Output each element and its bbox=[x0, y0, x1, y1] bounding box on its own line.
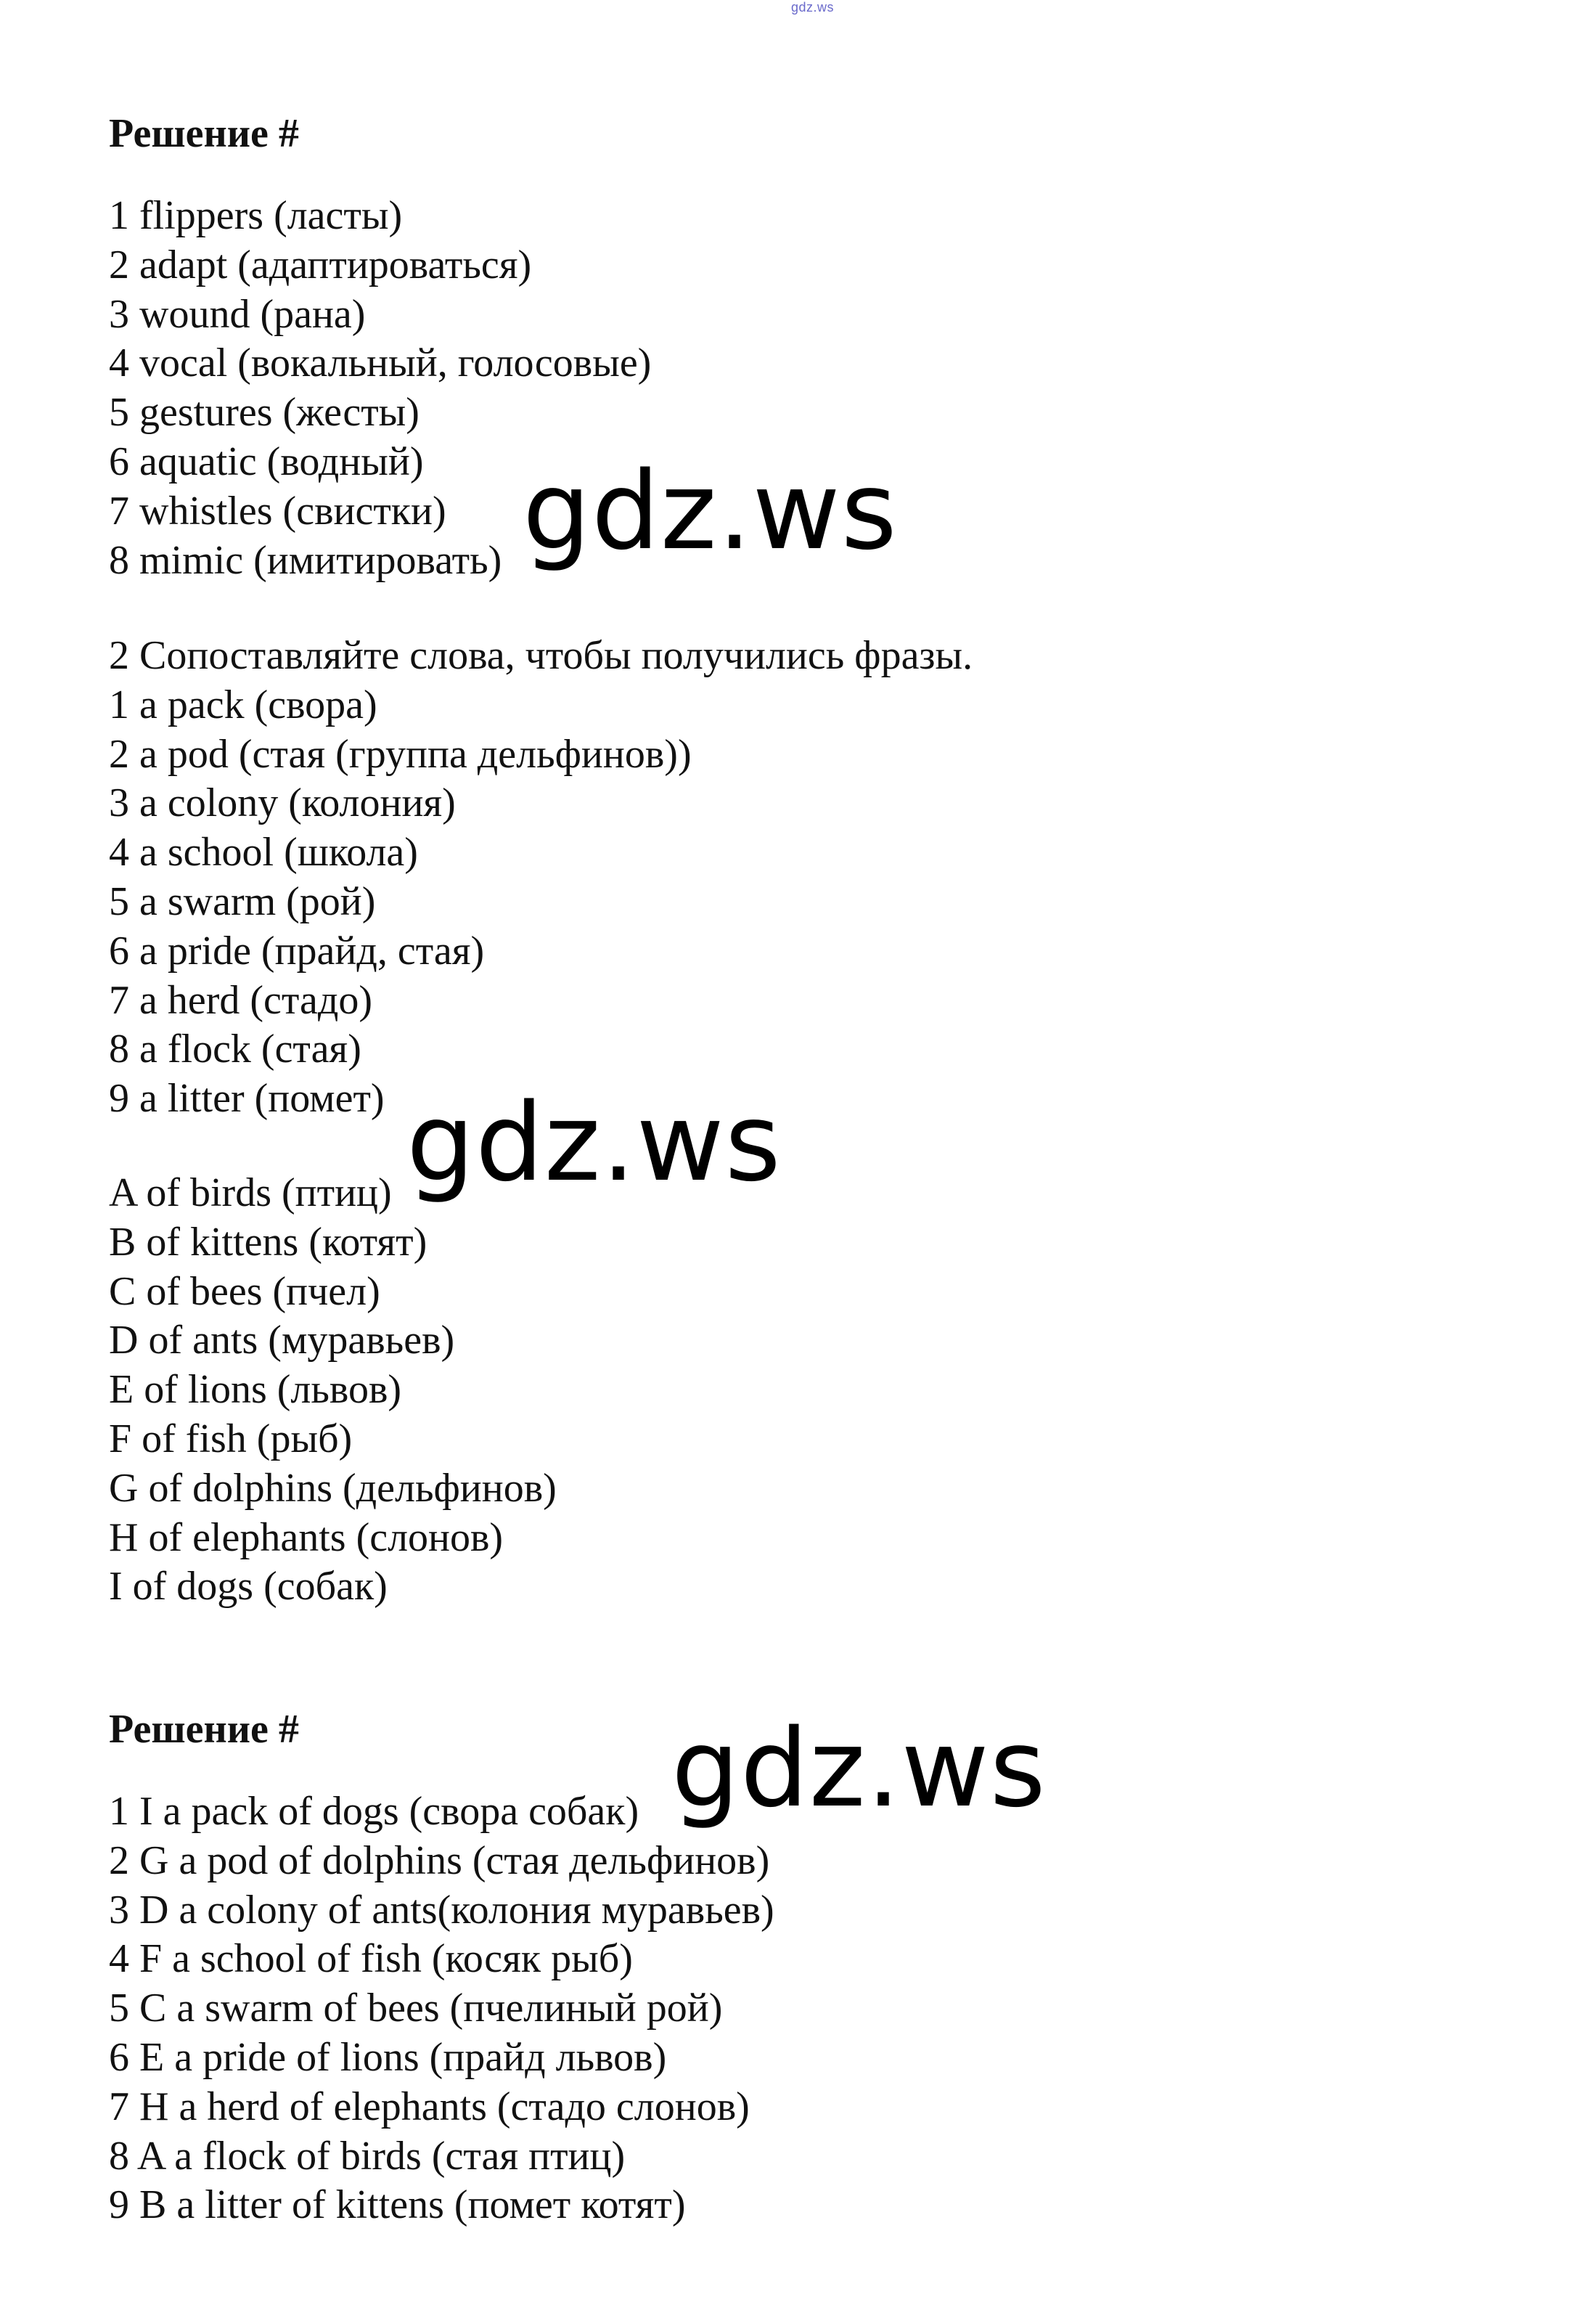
section3-heading: Решение # bbox=[109, 1707, 299, 1752]
option-item: I of dogs (собак) bbox=[109, 1564, 388, 1609]
list-item: 8 mimic (имитировать) bbox=[109, 537, 502, 583]
list-item: 5 C a swarm of bees (пчелиный рой) bbox=[109, 1986, 723, 2031]
option-item: H of elephants (слонов) bbox=[109, 1514, 504, 1560]
section2-list bbox=[109, 632, 973, 1124]
list-item: 2 a pod (стая (группа дельфинов)) bbox=[109, 731, 692, 777]
list-item: 1 flippers (ласты) bbox=[109, 193, 403, 238]
list-item: 6 E a pride of lions (прайд львов) bbox=[109, 2034, 667, 2080]
section3-list bbox=[109, 1787, 774, 2230]
list-item: 2 adapt (адаптироваться) bbox=[109, 242, 532, 287]
list-item: 3 a colony (колония) bbox=[109, 780, 456, 826]
list-item: 2 G a pod of dolphins (стая дельфинов) bbox=[109, 1837, 770, 1883]
list-item: 5 a swarm (рой) bbox=[109, 878, 376, 924]
option-item: E of lions (львов) bbox=[109, 1367, 402, 1413]
option-item: B of kittens (котят) bbox=[109, 1219, 427, 1265]
list-item: 6 aquatic (водный) bbox=[109, 438, 424, 484]
option-item: D of ants (муравьев) bbox=[109, 1318, 455, 1363]
list-item: 4 F a school of fish (косяк рыб) bbox=[109, 1936, 633, 1982]
watermark: gdz.ws bbox=[523, 449, 898, 574]
option-item: G of dolphins (дельфинов) bbox=[109, 1465, 557, 1511]
list-item: 1 a pack (свора) bbox=[109, 682, 377, 727]
list-item: 4 a school (школа) bbox=[109, 830, 418, 876]
list-item: 7 a herd (стадо) bbox=[109, 977, 373, 1023]
watermark: gdz.ws bbox=[406, 1080, 782, 1205]
list-item: 6 a pride (прайд, стая) bbox=[109, 928, 485, 974]
list-item: 5 gestures (жесты) bbox=[109, 390, 420, 436]
list-item: 3 wound (рана) bbox=[109, 291, 366, 337]
option-item: C of bees (пчел) bbox=[109, 1268, 380, 1314]
option-item: A of birds (птиц) bbox=[109, 1170, 392, 1215]
list-item: 8 a flock (стая) bbox=[109, 1027, 361, 1072]
list-item: 9 a litter (помет) bbox=[109, 1076, 385, 1122]
list-item: 4 vocal (вокальный, голосовые) bbox=[109, 340, 652, 386]
list-item: 7 whistles (свистки) bbox=[109, 488, 446, 534]
top-watermark: gdz.ws bbox=[791, 0, 835, 15]
section2-options bbox=[109, 1169, 557, 1612]
list-item: 9 B a litter of kittens (помет котят) bbox=[109, 2182, 686, 2228]
watermark: gdz.ws bbox=[671, 1706, 1047, 1831]
list-item: 7 H a herd of elephants (стадо слонов) bbox=[109, 2084, 750, 2129]
list-item: 1 I a pack of dogs (свора собак) bbox=[109, 1789, 639, 1834]
list-item: 8 A a flock of birds (стая птиц) bbox=[109, 2133, 626, 2179]
option-item: F of fish (рыб) bbox=[109, 1416, 353, 1461]
list-item: 3 D a colony of ants(колония муравьев) bbox=[109, 1887, 774, 1933]
section1-heading: Решение # bbox=[109, 111, 299, 156]
instruction: 2 Сопоставляйте слова, чтобы получились фразы. bbox=[109, 633, 973, 678]
